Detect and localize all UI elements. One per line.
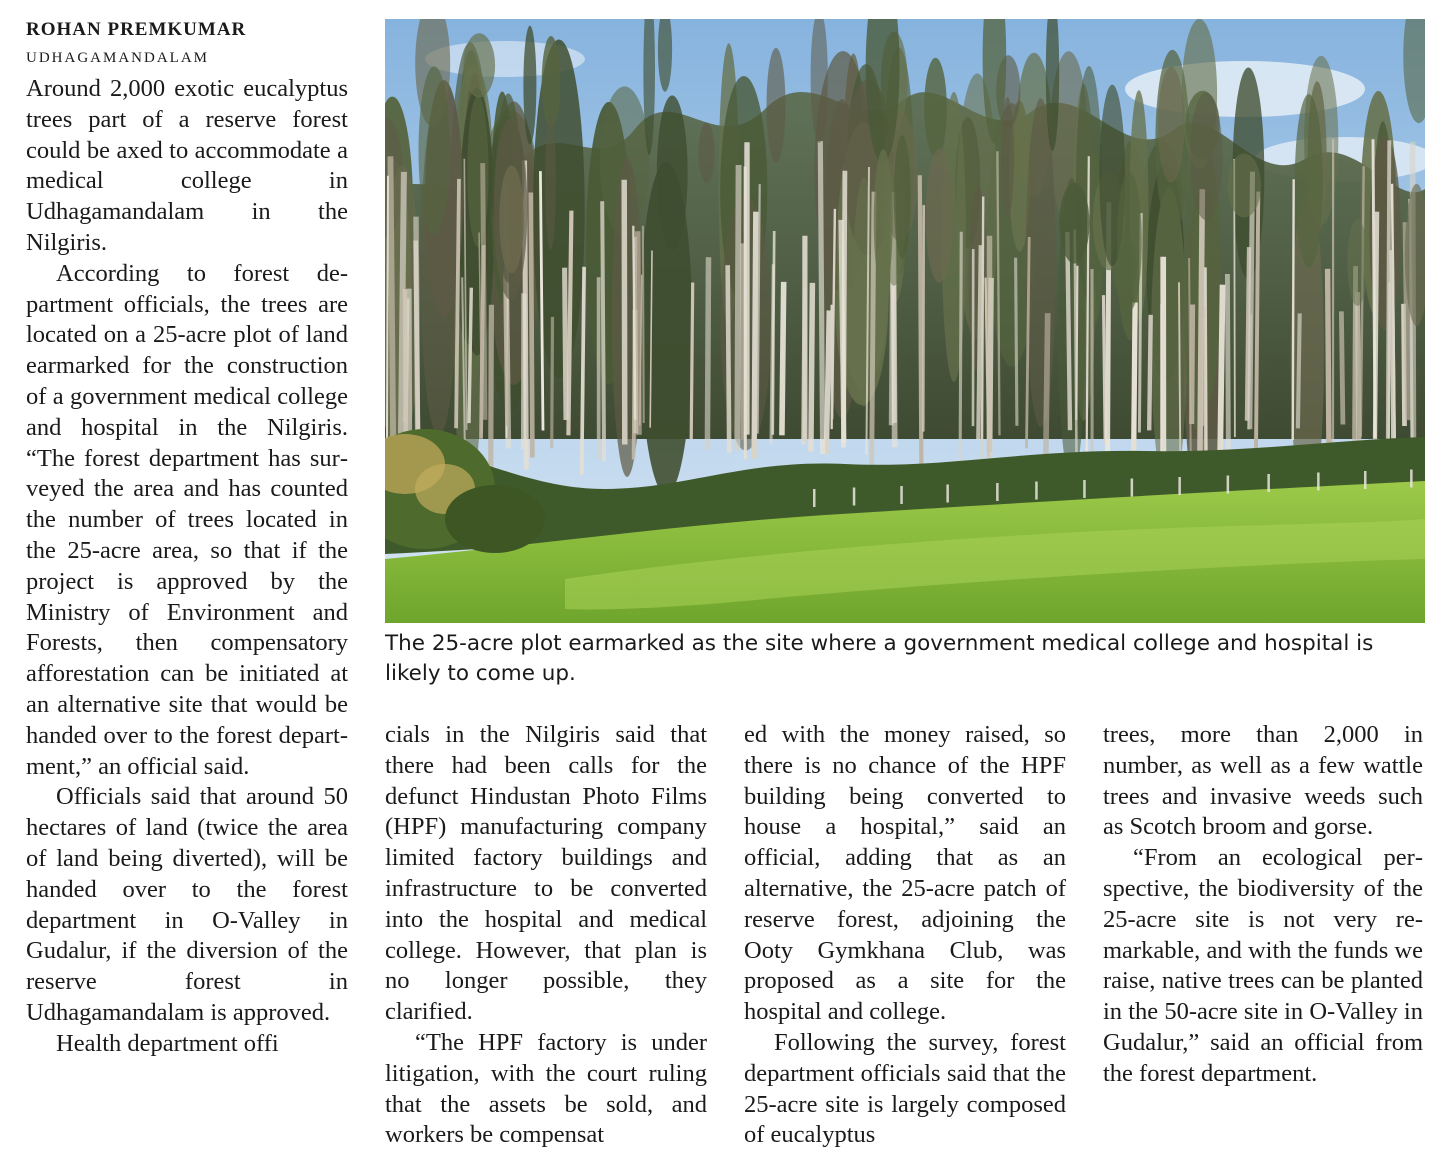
article-column-4 — [1103, 720, 1423, 1154]
byline-dateline: UDHAGAMANDALAM — [26, 50, 209, 66]
eucalyptus-forest-photo — [385, 19, 1425, 623]
article-paragraph: trees, more than 2,000 in number, as well as a few wattle trees and invasive weeds such as Scotch broom and gorse. — [1103, 721, 1423, 841]
byline-author: ROHAN PREMKUMAR — [26, 19, 247, 40]
article-paragraph: Around 2,000 exotic eucalyptus trees part of a reserve forest could be axed to accommodate a medical college in Udhagamandalam in the Nilgiris. — [26, 75, 348, 256]
article-column-1 — [26, 74, 348, 1154]
article-paragraph: Health department offi — [56, 1029, 279, 1057]
article-photo — [385, 19, 1425, 623]
article-column-3 — [744, 720, 1066, 1154]
article-column-2 — [385, 720, 707, 1154]
article-paragraph: According to forest department officials, the trees are located on a 25-acre plot of land earmarked for the construction of a government medical college and hospital in the Nilgiris. “The forest department has surveyed the area and has counted the number of trees located in the 25-acre area, so that if the project is approved by the Ministry of Environment and Forests, then compensatory afforestation can be initiated at an alternative site that would be handed over to the forest department,” an official said. — [26, 259, 348, 780]
article-paragraph: ed with the money raised, so there is no chance of the HPF building being converted to house a hospital,” said an official, adding that as an alternative, the 25-acre patch of reserve forest, adjoining the Ooty Gymkhana Club, was proposed as a site for the hospital and college. — [744, 721, 1066, 1026]
article-paragraph: Following the survey, forest department officials said that the 25-acre site is largely composed of eucalyptus — [744, 1028, 1066, 1149]
article-paragraph: cials in the Nilgiris said that there had been calls for the defunct Hindustan Photo Films (HPF) manufacturing company limited factory buildings and infrastructure to be converted into the hospital and medical college. However, that plan is no longer possible, they clarified. — [385, 721, 707, 1026]
photo-caption: The 25-acre plot earmarked as the site where a government medical college and hospital is likely to come up. — [385, 631, 1374, 686]
article-paragraph: Officials said that around 50 hectares of land (twice the area of land being diverted), will be handed over to the forest department in O-Valley in Gudalur, if the diversion of the reserve forest in Udhagamandalam is approved. — [26, 783, 348, 1026]
article-paragraph: “From an ecological perspective, the biodiversity of the 25-acre site is not very remarkable, and with the funds we raise, native trees can be planted in the 50-acre site in O-Valley in Gudalur,” said an official from the forest department. — [1103, 844, 1423, 1087]
article-paragraph: “The HPF factory is under litigation, with the court ruling that the assets be sold, and workers be compensat — [385, 1028, 707, 1149]
